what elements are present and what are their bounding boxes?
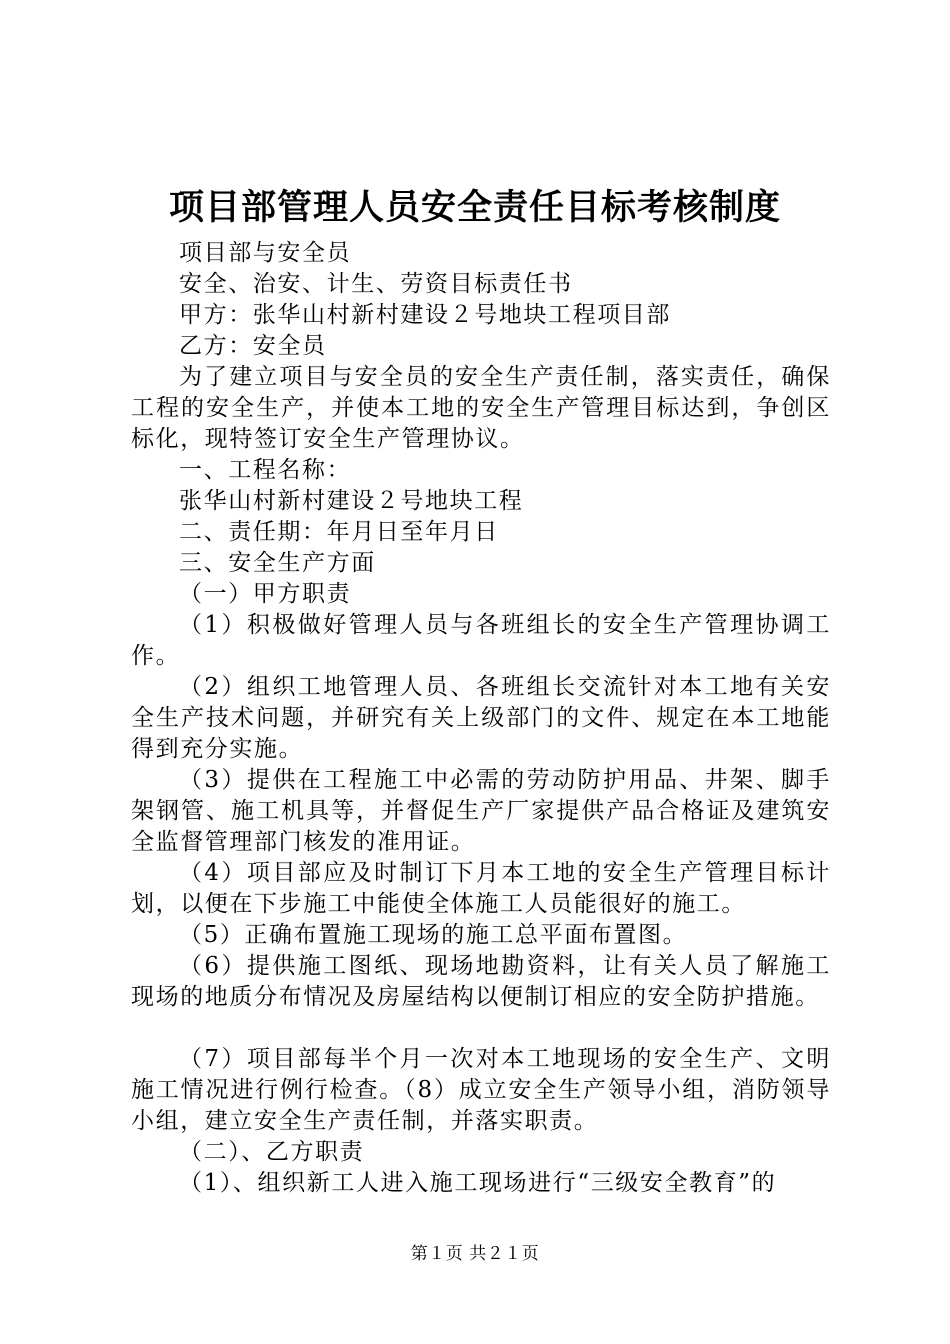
paragraph-party-b-duties-heading: （二）、乙方职责 (179, 1139, 365, 1165)
paragraph-duty-1: （1）积极做好管理人员与各班组长的安全生产管理协调工作。 (131, 612, 831, 669)
paragraph-party-a: 甲方：张华山村新村建设２号地块工程项目部 (179, 302, 671, 328)
page-number-footer: 第１页 共２１页 (410, 1244, 540, 1264)
paragraph-duty-3: （3）提供在工程施工中必需的劳动防护用品、井架、脚手架钢管、施工机具等，并督促生产厂家提供产品合格证及建筑安全监督管理部门核发的准用证。 (131, 767, 831, 855)
paragraph-duty-6: （6）提供施工图纸、现场地勘资料，让有关人员了解施工现场的地质分布情况及房屋结构以便制订相应的安全防护措施。 (131, 953, 831, 1010)
paragraph-responsibility-title: 安全、治安、计生、劳资目标责任书 (179, 271, 573, 297)
paragraph-project-name-label: 一、工程名称： (179, 457, 352, 483)
document-title: 项目部管理人员安全责任目标考核制度 (168, 187, 781, 228)
document-body (131, 238, 831, 1199)
paragraph-party-a-duties-heading: （一）甲方职责 (179, 581, 352, 607)
paragraph-safety-section: 三、安全生产方面 (179, 550, 376, 576)
paragraph-party-b-duty-1: （1）、组织新工人进入施工现场进行“三级安全教育”的 (179, 1170, 777, 1196)
paragraph-duty-7-8: （7）项目部每半个月一次对本工地现场的安全生产、文明施工情况进行例行检查。（8）成立安全生产领导小组，消防领导小组，建立安全生产责任制，并落实职责。 (131, 1046, 831, 1134)
paragraph-purpose: 为了建立项目与安全员的安全生产责任制，落实责任，确保工程的安全生产，并使本工地的安全生产管理目标达到，争创区标化，现特签订安全生产管理协议。 (131, 364, 831, 452)
blank-line (131, 1013, 831, 1044)
paragraph-term: 二、责任期：年月日至年月日 (179, 519, 499, 545)
paragraph-duty-2: （2）组织工地管理人员、各班组长交流针对本工地有关安全生产技术问题，并研究有关上级部门的文件、规定在本工地能得到充分实施。 (131, 674, 831, 762)
paragraph-duty-5: （5）正确布置施工现场的施工总平面布置图。 (179, 922, 688, 948)
paragraph-project-name: 张华山村新村建设２号地块工程 (179, 488, 524, 514)
paragraph-duty-4: （4）项目部应及时制订下月本工地的安全生产管理目标计划，以便在下步施工中能使全体施工人员能很好的施工。 (131, 860, 831, 917)
paragraph-intro-heading: 项目部与安全员 (179, 240, 352, 266)
paragraph-party-b: 乙方：安全员 (179, 333, 327, 359)
